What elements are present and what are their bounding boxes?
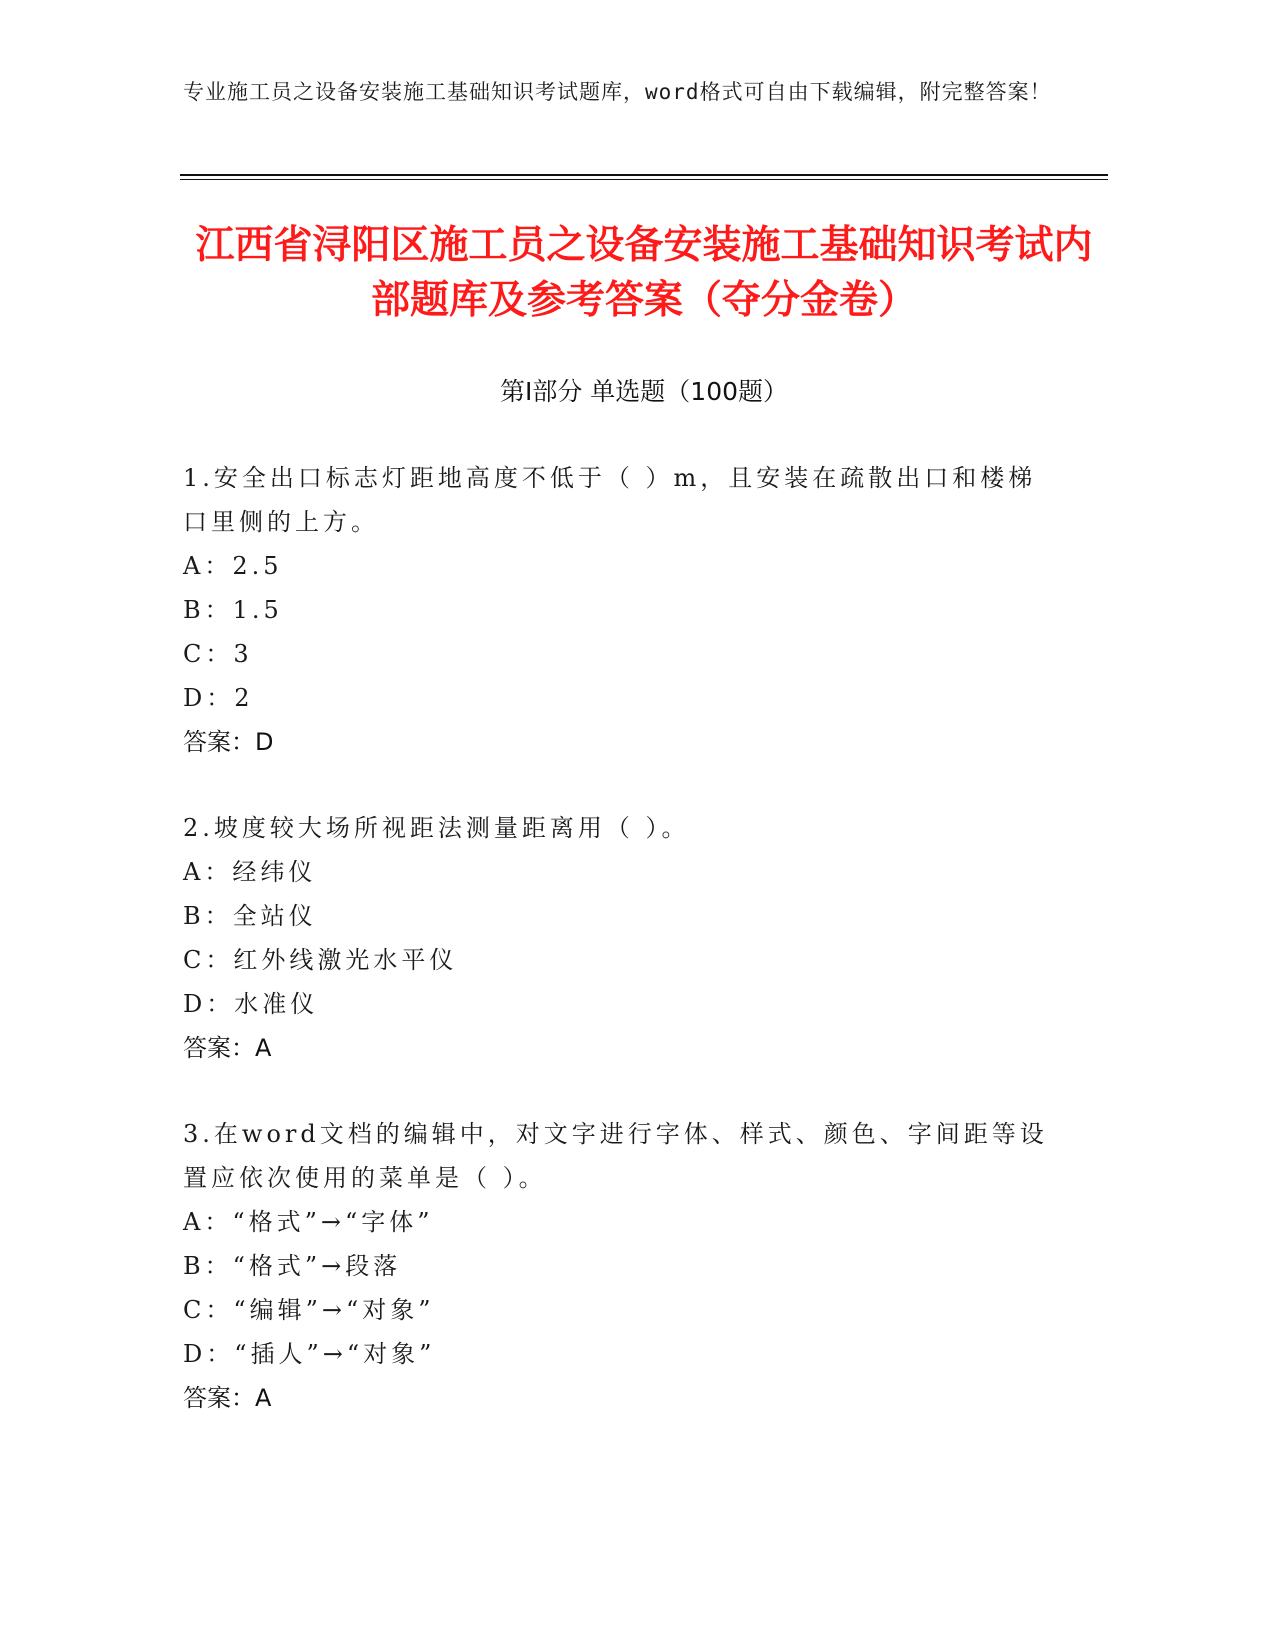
question-list [183,456,1063,1462]
option-a: A：2.5 [183,552,283,580]
option-c: C：“编辑”→“对象” [183,1296,435,1324]
question-3 [183,1112,1063,1420]
question-1 [183,456,1063,764]
header-note: 专业施工员之设备安装施工基础知识考试题库，word格式可自由下载编辑，附完整答案！ [183,80,1052,104]
option-a: A：经纬仪 [183,858,317,886]
question-stem: 3.在word文档的编辑中，对文字进行字体、样式、颜色、字间距等设置应依次使用的菜单是（ ）。 [183,1120,1048,1192]
header-divider-thick [180,174,1108,176]
option-d: D：2 [183,684,254,712]
option-b: B：全站仪 [183,902,317,930]
option-d: D：水准仪 [183,990,319,1018]
header-divider-thin [180,179,1108,180]
option-a: A：“格式”→“字体” [183,1208,434,1236]
question-2 [183,806,1063,1070]
answer: 答案：A [183,1384,272,1412]
option-d: D：“插人”→“对象” [183,1340,436,1368]
option-c: C：3 [183,640,253,668]
document-title: 江西省浔阳区施工员之设备安装施工基础知识考试内部题库及参考答案（夺分金卷） [195,223,1093,323]
answer: 答案：D [183,728,274,756]
question-stem: 1.安全出口标志灯距地高度不低于（ ）m，且安装在疏散出口和楼梯口里侧的上方。 [183,464,1037,536]
section-title: 第Ⅰ部分 单选题（100题） [499,377,789,406]
option-b: B：“格式”→段落 [183,1252,402,1280]
option-b: B：1.5 [183,596,283,624]
question-stem: 2.坡度较大场所视距法测量距离用（ ）。 [183,814,690,842]
answer: 答案：A [183,1034,272,1062]
option-c: C：红外线激光水平仪 [183,946,458,974]
